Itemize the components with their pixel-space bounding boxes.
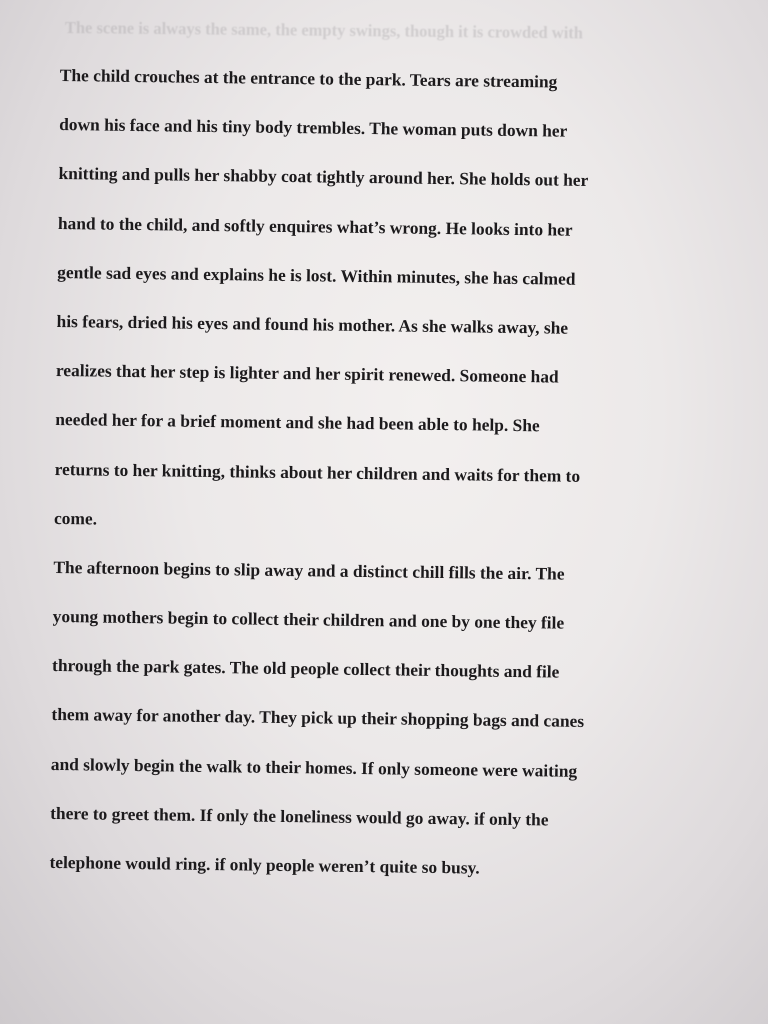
text-line: and slowly begin the walk to their homes. If only someone were waiting xyxy=(50,753,578,781)
text-line: The child crouches at the entrance to the park. Tears are streaming xyxy=(59,64,558,92)
text-line: down his face and his tiny body trembles. The woman puts down her xyxy=(59,114,568,141)
text-line: there to greet them. If only the loneliness would go away. if only the xyxy=(50,802,549,830)
text-line: hand to the child, and softly enquires what’s wrong. He looks into her xyxy=(57,212,573,240)
text-line: needed her for a brief moment and she had been able to help. She xyxy=(55,409,540,436)
text-line: knitting and pulls her shabby coat tightly around her. She holds out her xyxy=(58,163,589,191)
text-line: through the park gates. The old people collect their thoughts and file xyxy=(51,655,560,682)
paragraph-1 xyxy=(54,63,730,564)
text-line: gentle sad eyes and explains he is lost. Within minutes, she has calmed xyxy=(57,261,576,289)
text-line: come. xyxy=(53,507,98,529)
text-line: realizes that her step is lighter and her spirit renewed. Someone had xyxy=(55,360,559,387)
text-line: them away for another day. They pick up their shopping bags and canes xyxy=(51,704,585,732)
text-line: his fears, dried his eyes and found his mother. As she walks away, she xyxy=(56,310,569,338)
paragraph-2 xyxy=(49,555,723,908)
text-line: returns to her knitting, thinks about her children and waits for them to xyxy=(54,458,581,486)
document-body xyxy=(49,63,730,908)
text-line: telephone would ring. if only people weren’t quite so busy. xyxy=(49,851,480,878)
text-line: young mothers begin to collect their children and one by one they file xyxy=(52,606,565,633)
text-line: The afternoon begins to slip away and a distinct chill fills the air. The xyxy=(53,556,565,584)
bleed-through-text: The scene is always the same, the empty swings, though it is crowded with xyxy=(64,18,584,43)
